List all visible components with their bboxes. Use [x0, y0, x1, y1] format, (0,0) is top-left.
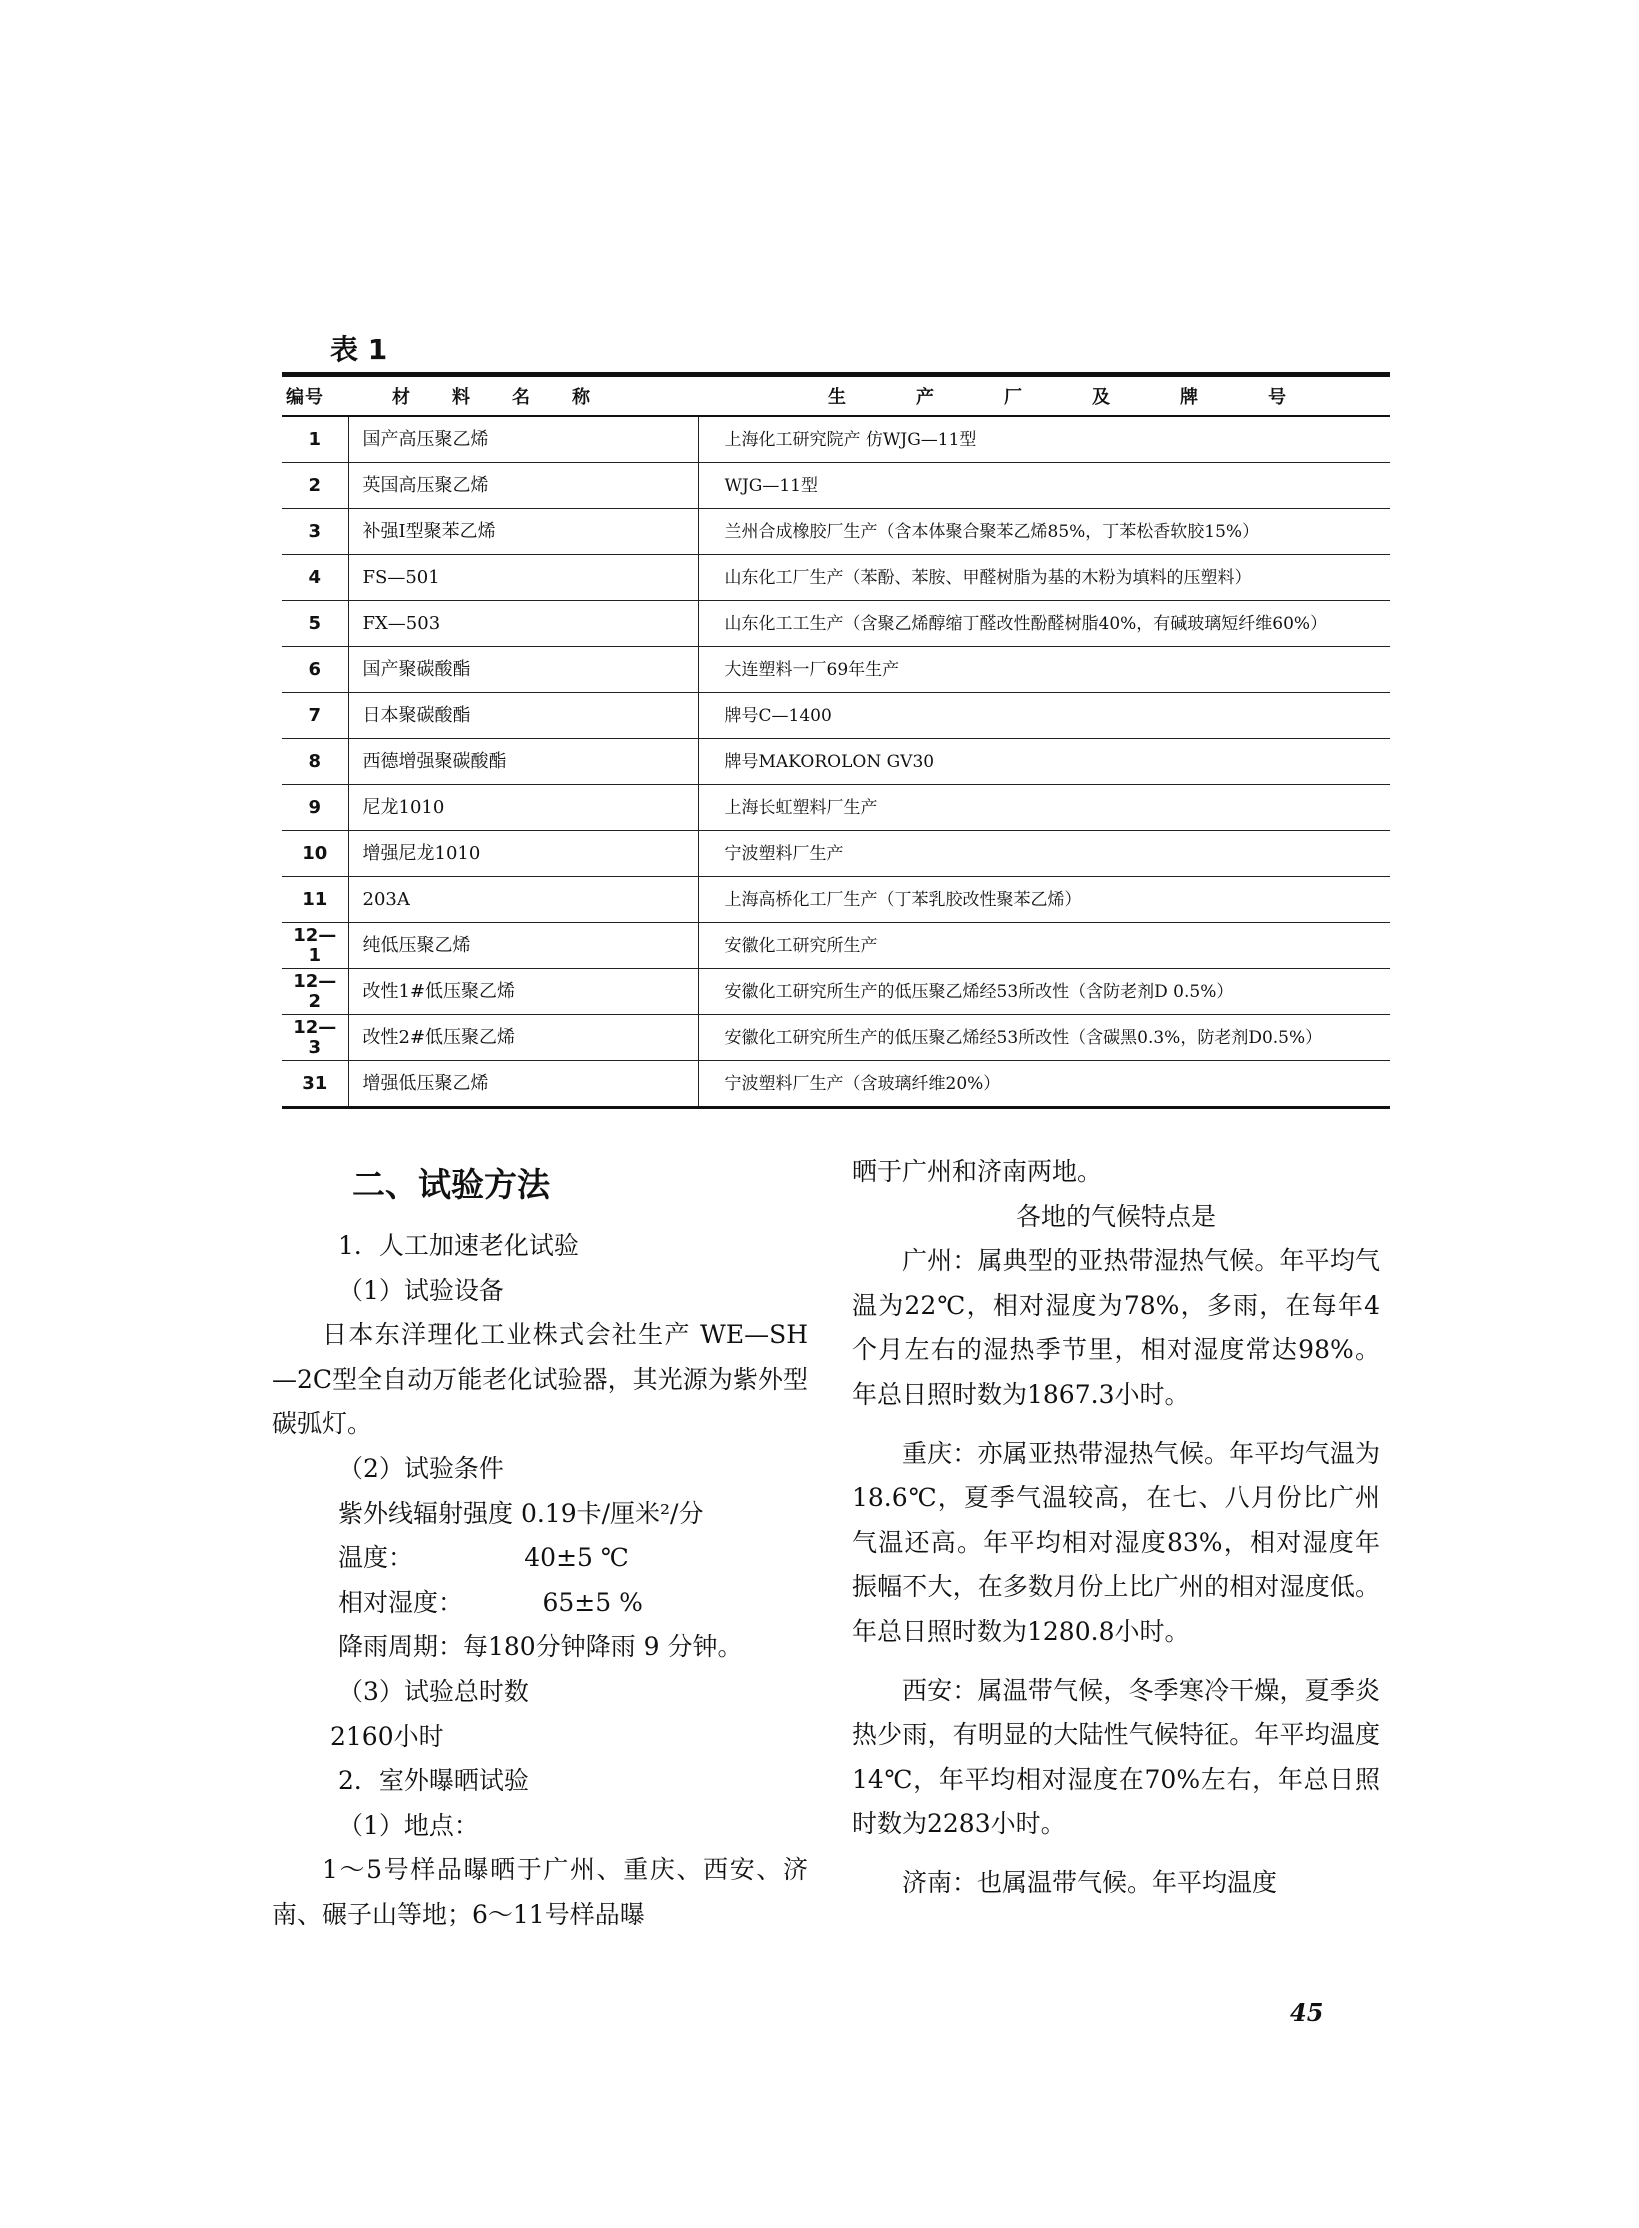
cell-number: 12—1	[282, 923, 348, 969]
section-heading: 二、试验方法	[352, 1165, 550, 1204]
condition-line: 降雨周期：每180分钟降雨 9 分钟。	[338, 1632, 743, 1662]
cell-material-name: 203A	[348, 877, 698, 923]
cell-number: 31	[282, 1061, 348, 1108]
cell-number: 12—3	[282, 1015, 348, 1061]
table-row	[282, 647, 1390, 693]
cell-number: 2	[282, 463, 348, 509]
page-number: 45	[1290, 1998, 1324, 2027]
header-material-name: 材料名称	[348, 377, 698, 416]
cell-material-name: 纯低压聚乙烯	[348, 923, 698, 969]
cell-number: 12—2	[282, 969, 348, 1015]
table-row	[282, 601, 1390, 647]
table-row	[282, 555, 1390, 601]
paragraph: 西安：属温带气候，冬季寒冷干燥，夏季炎热少雨，有明显的大陆性气候特征。年平均温度14℃，年平均相对湿度在70%左右，年总日照时数为2283小时。	[852, 1675, 1380, 1839]
table-row	[282, 785, 1390, 831]
cell-manufacturer: 上海化工研究院产 仿WJG—11型	[698, 416, 1390, 463]
condition-line: 温度： 40±5 ℃	[338, 1543, 629, 1573]
paragraph: 重庆：亦属亚热带湿热气候。年平均气温为18.6℃，夏季气温较高，在七、八月份比广州气温还高。年平均相对湿度83%，相对湿度年振幅不大，在多数月份上比广州的相对湿度低。年总日照时数为1280.8小时。	[852, 1438, 1380, 1646]
cell-number: 5	[282, 601, 348, 647]
cell-manufacturer: 山东化工工生产（含聚乙烯醇缩丁醛改性酚醛树脂40%，有碱玻璃短纤维60%）	[698, 601, 1390, 647]
cell-material-name: 改性2#低压聚乙烯	[348, 1015, 698, 1061]
cell-manufacturer: WJG—11型	[698, 463, 1390, 509]
cell-manufacturer: 牌号MAKOROLON GV30	[698, 739, 1390, 785]
table-row	[282, 416, 1390, 463]
cell-manufacturer: 宁波塑料厂生产	[698, 831, 1390, 877]
cell-number: 1	[282, 416, 348, 463]
paragraph: 1～5号样品曝晒于广州、重庆、西安、济南、碾子山等地；6～11号样品曝	[272, 1855, 808, 1929]
table-row	[282, 463, 1390, 509]
cell-number: 11	[282, 877, 348, 923]
cell-number: 9	[282, 785, 348, 831]
cell-manufacturer: 上海长虹塑料厂生产	[698, 785, 1390, 831]
left-text-column	[272, 1150, 808, 1938]
subsection-title: 1．人工加速老化试验	[338, 1231, 579, 1260]
cell-material-name: 国产高压聚乙烯	[348, 416, 698, 463]
cell-manufacturer: 安徽化工研究所生产的低压聚乙烯经53所改性（含碳黑0.3%，防老剂D0.5%）	[698, 1015, 1390, 1061]
right-text-column	[852, 1150, 1380, 1906]
table-caption: 表 1	[330, 333, 388, 366]
subsection-title: （2）试验条件	[338, 1453, 504, 1483]
table-row	[282, 1061, 1390, 1108]
cell-material-name: 英国高压聚乙烯	[348, 463, 698, 509]
cell-number: 8	[282, 739, 348, 785]
cell-material-name: 西德增强聚碳酸酯	[348, 739, 698, 785]
subsection-title: 2．室外曝晒试验	[338, 1766, 529, 1796]
materials-table-wrap	[282, 372, 1390, 1109]
cell-manufacturer: 上海高桥化工厂生产（丁苯乳胶改性聚苯乙烯）	[698, 877, 1390, 923]
cell-material-name: 增强低压聚乙烯	[348, 1061, 698, 1108]
cell-number: 4	[282, 555, 348, 601]
header-manufacturer: 生产厂及牌号	[698, 377, 1390, 416]
table-row	[282, 969, 1390, 1015]
paragraph: 晒于广州和济南两地。	[852, 1157, 1103, 1186]
table-row	[282, 693, 1390, 739]
cell-material-name: 改性1#低压聚乙烯	[348, 969, 698, 1015]
cell-number: 10	[282, 831, 348, 877]
paragraph: 广州：属典型的亚热带湿热气候。年平均气温为22℃，相对湿度为78%，多雨，在每年4个月左右的湿热季节里，相对湿度常达98%。年总日照时数为1867.3小时。	[852, 1246, 1380, 1409]
table-row	[282, 739, 1390, 785]
cell-manufacturer: 安徽化工研究所生产	[698, 923, 1390, 969]
cell-manufacturer: 兰州合成橡胶厂生产（含本体聚合聚苯乙烯85%，丁苯松香软胶15%）	[698, 509, 1390, 555]
cell-material-name: 尼龙1010	[348, 785, 698, 831]
paragraph-title: 各地的气候特点是	[1015, 1201, 1216, 1231]
cell-number: 6	[282, 647, 348, 693]
cell-manufacturer: 牌号C—1400	[698, 693, 1390, 739]
table-row	[282, 923, 1390, 969]
header-number: 编号	[282, 377, 348, 416]
cell-manufacturer: 宁波塑料厂生产（含玻璃纤维20%）	[698, 1061, 1390, 1108]
paragraph: 济南：也属温带气候。年平均温度	[902, 1867, 1278, 1897]
subsection-title: （1）地点：	[338, 1810, 479, 1840]
cell-material-name: FX—503	[348, 601, 698, 647]
cell-manufacturer: 安徽化工研究所生产的低压聚乙烯经53所改性（含防老剂D 0.5%）	[698, 969, 1390, 1015]
cell-material-name: 国产聚碳酸酯	[348, 647, 698, 693]
table-row	[282, 877, 1390, 923]
paragraph: 日本东洋理化工业株式会社生产 WE—SH—2C型全自动万能老化试验器，其光源为紫外型碳弧灯。	[272, 1320, 808, 1439]
cell-number: 7	[282, 693, 348, 739]
table-header-row	[282, 377, 1390, 416]
table-row	[282, 1015, 1390, 1061]
cell-manufacturer: 大连塑料一厂69年生产	[698, 647, 1390, 693]
cell-manufacturer: 山东化工厂生产（苯酚、苯胺、甲醛树脂为基的木粉为填料的压塑料）	[698, 555, 1390, 601]
subsection-title: （1）试验设备	[338, 1275, 504, 1305]
table-row	[282, 831, 1390, 877]
subsection-title: （3）试验总时数	[338, 1676, 529, 1706]
condition-line: 相对湿度： 65±5 %	[338, 1587, 643, 1617]
cell-material-name: 增强尼龙1010	[348, 831, 698, 877]
paragraph: 2160小时	[330, 1721, 444, 1751]
cell-material-name: 补强Ⅰ型聚苯乙烯	[348, 509, 698, 555]
table-row	[282, 509, 1390, 555]
condition-line: 紫外线辐射强度 0.19卡/厘米²/分	[338, 1498, 704, 1528]
cell-material-name: 日本聚碳酸酯	[348, 693, 698, 739]
cell-number: 3	[282, 509, 348, 555]
cell-material-name: FS—501	[348, 555, 698, 601]
materials-table	[282, 377, 1390, 1109]
